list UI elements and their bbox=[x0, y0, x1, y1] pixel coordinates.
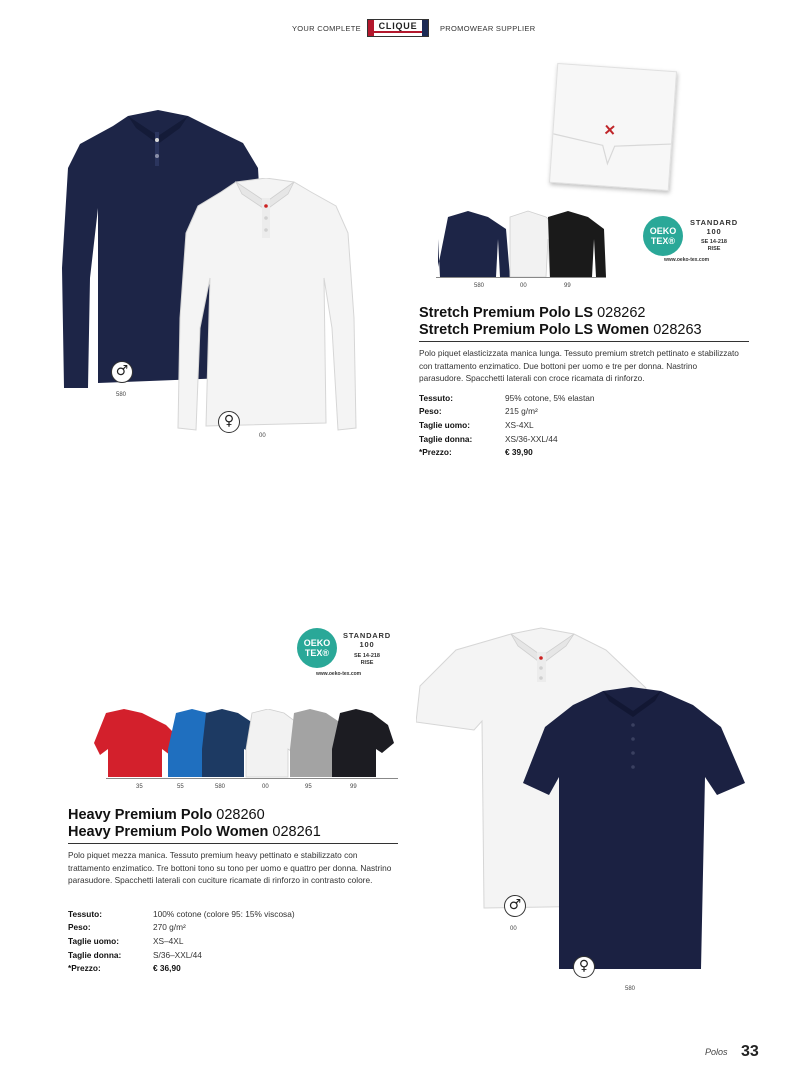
oeko-institute: RISE bbox=[360, 660, 374, 666]
product2-spec-label: Taglie donna: bbox=[68, 950, 122, 960]
product1-spec-value: 215 g/m² bbox=[505, 406, 538, 416]
oeko-line2: TEX® bbox=[304, 648, 330, 658]
product1-code-men: 028262 bbox=[597, 305, 646, 321]
product2-spec-label: Taglie uomo: bbox=[68, 936, 120, 946]
clique-logo bbox=[367, 19, 429, 37]
product2-price: € 36,90 bbox=[153, 963, 181, 973]
product1-title-men bbox=[419, 305, 645, 322]
oeko-url: www.oeko-tex.com bbox=[316, 671, 362, 677]
oeko-level: 100 bbox=[359, 640, 375, 649]
product1-price: € 39,90 bbox=[505, 447, 533, 457]
header-tagline-left: YOUR COMPLETE bbox=[292, 24, 361, 33]
product1-description: Polo piquet elasticizzata manica lunga. Tessuto premium stretch pettinato e stabilizzato con trattamento enzimatico. Due bottoni per uomo e tre per donna. Nastrino parasudore. Spacchetti laterali con croce ricamata di rinforzo. bbox=[419, 348, 739, 383]
oeko-cert-number: SE 14-218 bbox=[354, 653, 380, 659]
product2-code-women: 028261 bbox=[272, 824, 321, 840]
product1-spec-value: XS-4XL bbox=[505, 420, 534, 430]
product1-spec-label: Tessuto: bbox=[419, 393, 453, 403]
product2-price-label: *Prezzo: bbox=[68, 963, 101, 973]
polo-ls-women-image bbox=[176, 178, 361, 433]
product1-name-women: Stretch Premium Polo LS Women bbox=[419, 322, 650, 338]
swatch-code-580: 580 bbox=[474, 283, 485, 289]
swatch-divider-2 bbox=[106, 778, 398, 779]
polo-ss-women-image bbox=[521, 687, 751, 972]
swatch-code: 95 bbox=[305, 784, 312, 790]
male-symbol-icon: ♂ bbox=[111, 361, 133, 383]
female-symbol-icon: ♀ bbox=[573, 956, 595, 978]
women-color-code: 580 bbox=[625, 986, 636, 992]
oeko-line1: OEKO bbox=[303, 638, 331, 648]
oeko-level: 100 bbox=[706, 227, 722, 236]
product1-code-women: 028263 bbox=[653, 322, 702, 338]
color-swatches-strip-2 bbox=[94, 709, 396, 784]
oeko-tex-logo bbox=[297, 628, 337, 668]
page-number: 33 bbox=[741, 1043, 759, 1060]
product2-name-women: Heavy Premium Polo Women bbox=[68, 824, 269, 840]
product1-spec-value: XS/36-XXL/44 bbox=[505, 434, 558, 444]
women-color-code: 00 bbox=[259, 433, 266, 439]
oeko-standard-label: STANDARD bbox=[343, 631, 391, 640]
brand-name: CLIQUE bbox=[378, 21, 418, 31]
swatch-divider-1 bbox=[436, 277, 606, 278]
men-color-code: 00 bbox=[510, 926, 517, 932]
swatch-code: 580 bbox=[215, 784, 226, 790]
oeko-url: www.oeko-tex.com bbox=[664, 257, 710, 263]
product2-spec-value: XS–4XL bbox=[153, 936, 184, 946]
product1-spec-value: 95% cotone, 5% elastan bbox=[505, 393, 595, 403]
swatch-code: 55 bbox=[177, 784, 184, 790]
swatch-code-00: 00 bbox=[520, 283, 527, 289]
footer-section-label: Polos bbox=[705, 1047, 728, 1057]
product2-spec-label: Peso: bbox=[68, 922, 91, 932]
swatch-code-99: 99 bbox=[564, 283, 571, 289]
product2-title-men bbox=[68, 807, 265, 824]
product1-spec-label: Taglie uomo: bbox=[419, 420, 471, 430]
oeko-cert-number: SE 14-218 bbox=[701, 239, 727, 245]
oeko-institute: RISE bbox=[707, 246, 721, 252]
product2-code-men: 028260 bbox=[216, 807, 265, 823]
product1-price-label: *Prezzo: bbox=[419, 447, 452, 457]
product2-title-rule bbox=[68, 843, 398, 844]
swatch-code: 35 bbox=[136, 784, 143, 790]
product2-spec-value: S/36–XXL/44 bbox=[153, 950, 202, 960]
product1-spec-label: Taglie donna: bbox=[419, 434, 473, 444]
oeko-line1: OEKO bbox=[649, 226, 677, 236]
swatch-code: 99 bbox=[350, 784, 357, 790]
swatch-code: 00 bbox=[262, 784, 269, 790]
oeko-line2: TEX® bbox=[650, 236, 676, 246]
oeko-tex-logo bbox=[643, 216, 683, 256]
product2-title-women bbox=[68, 824, 321, 841]
product1-title-rule bbox=[419, 341, 749, 342]
female-symbol-icon: ♀ bbox=[218, 411, 240, 433]
product1-title-women bbox=[419, 322, 702, 339]
product2-description: Polo piquet mezza manica. Tessuto premium heavy pettinato e stabilizzato con trattamento enzimatico. Tre bottoni tono su tono per uomo e quattro per donna. Nastrino parasudore. Spacchetti laterali con cuciture ricamate di rinforzo in contrasto colore. bbox=[68, 850, 392, 885]
product2-spec-value: 270 g/m² bbox=[153, 922, 186, 932]
product1-spec-label: Peso: bbox=[419, 406, 442, 416]
color-swatches-strip-1 bbox=[438, 209, 608, 284]
side-vent-detail-image bbox=[549, 63, 677, 191]
product2-spec-label: Tessuto: bbox=[68, 909, 102, 919]
product2-name-men: Heavy Premium Polo bbox=[68, 807, 213, 823]
header-tagline-right: PROMOWEAR SUPPLIER bbox=[440, 24, 536, 33]
product2-spec-value: 100% cotone (colore 95: 15% viscosa) bbox=[153, 909, 295, 919]
oeko-standard-label: STANDARD bbox=[690, 218, 738, 227]
men-color-code: 580 bbox=[116, 392, 127, 398]
product1-name-men: Stretch Premium Polo LS bbox=[419, 305, 594, 321]
male-symbol-icon: ♂ bbox=[504, 895, 526, 917]
